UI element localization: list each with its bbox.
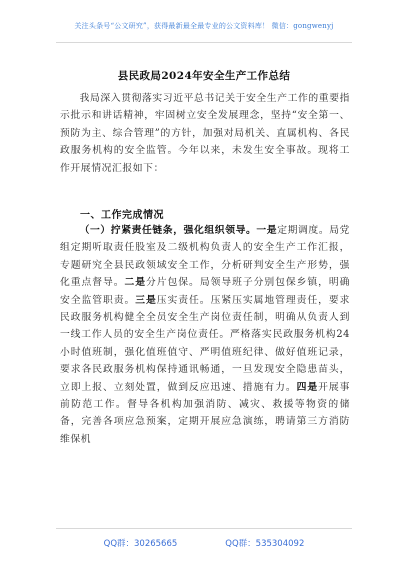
footer-qq-group-1: QQ群：30265665 xyxy=(103,539,178,549)
point-label-1: 一是 xyxy=(256,225,278,236)
section-paragraph xyxy=(60,222,350,448)
footer xyxy=(0,537,408,549)
point-label-3: 三是 xyxy=(135,294,157,306)
header-banner: 关注头条号“公文研究”，获得最新最全最专业的公文资料库！ 微信：gongwenyj xyxy=(74,22,334,30)
point-text-4: 开展事前防范工作。督导各机构加强消防、减灾、救援等物资的储备，完善各项应急预案，定期开展应急演练，聘请第三方消防维保机 xyxy=(60,381,350,445)
section-heading: 一、工作完成情况 xyxy=(80,210,164,221)
header-divider xyxy=(56,42,352,43)
subsection-heading: （一）拧紧责任链条，强化组织领导。 xyxy=(79,225,257,236)
point-label-2: 二是 xyxy=(124,277,147,289)
footer-divider xyxy=(56,528,352,529)
footer-qq-group-2: QQ群：535304092 xyxy=(225,539,305,549)
point-text-1: 定期调度。局党组定期听取责任股室及二级机构负责人的安全生产工作汇报，专题研究全县民政领域安全工作，分析研判安全生产形势，强化重点督导。 xyxy=(60,225,351,289)
document-title: 县民政局2024年安全生产工作总结 xyxy=(117,70,291,82)
point-label-4: 四是 xyxy=(296,381,319,393)
point-text-3: 压实责任。压紧压实属地管理责任，要求民政服务机构健全全员安全生产岗位责任制，明确从负责人到一线工作人员的安全生产岗位责任。严格落实民政服务机构24小时值班制，强化值班值守、严明值班纪律、做好值班记录，要求各民政服务机构保持通讯畅通，一旦发现安全隐患苗头，立即上报、立刻处置，做到反应迅速、措施有力。 xyxy=(60,294,350,393)
intro-paragraph: 我局深入贯彻落实习近平总书记关于安全生产工作的重要指示批示和讲话精神，牢固树立安全发展理念，坚持“安全第一、预防为主、综合管理”的方针，加强对局机关、直属机构、各民政服务机构的安全监管。今年以来，未发生安全事故。现将工作开展情况汇报如下： xyxy=(60,93,350,174)
point-text-2: 分片包保。局领导班子分别包保乡镇，明确安全监管职责。 xyxy=(60,277,351,306)
